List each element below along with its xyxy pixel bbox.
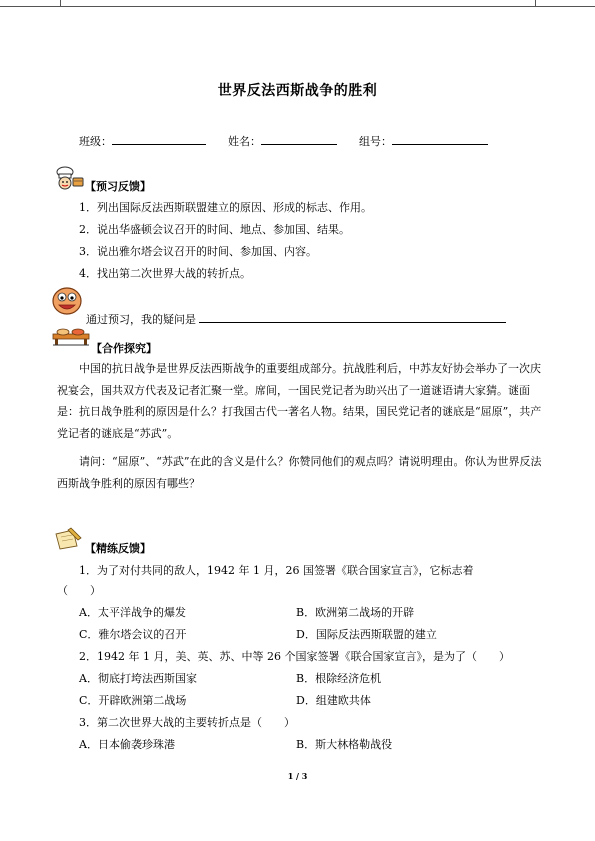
q3-option-a[interactable]: A．日本偷袭珍珠港 <box>79 738 175 751</box>
q2-option-c[interactable]: C．开辟欧洲第二战场 <box>79 694 187 707</box>
food-table-icon <box>51 324 91 346</box>
question-answer-line[interactable] <box>199 322 506 323</box>
q1-option-a[interactable]: A．太平洋战争的爆发 <box>79 606 186 619</box>
page-number: 1 / 3 <box>287 771 308 781</box>
preview-item-4: 4．找出第二次世界大战的转折点。 <box>79 267 251 280</box>
explore-paragraph-2: 请问：“屈原”、“苏武”在此的含义是什么？你赞同他们的观点吗？请说明理由。你认为世界反法西斯战争胜利的原因有哪些？ <box>57 455 542 490</box>
explore-heading: 【合作探究】 <box>91 342 157 355</box>
page-title: 世界反法西斯战争的胜利 <box>217 83 378 99</box>
preview-item-3: 3．说出雅尔塔会议召开的时间、参加国、内容。 <box>79 245 317 258</box>
preview-item-1: 1．列出国际反法西斯联盟建立的原因、形成的标志、作用。 <box>79 201 372 214</box>
q1-option-d[interactable]: D．国际反法西斯联盟的建立 <box>296 628 437 641</box>
header-rule-mark-left <box>60 0 61 7</box>
class-blank[interactable] <box>112 135 206 145</box>
q2-option-b[interactable]: B．根除经济危机 <box>296 672 382 685</box>
smiling-face-icon <box>50 286 84 318</box>
header-rule <box>0 6 595 7</box>
group-label: 组号： <box>359 135 392 148</box>
q1-stem: 1．为了对付共同的敌人，1942 年 1 月，26 国签署《联合国家宣言》，它标志着 <box>79 564 474 577</box>
q1-option-c[interactable]: C．雅尔塔会议的召开 <box>79 628 187 641</box>
chef-cartoon-icon <box>52 166 86 192</box>
pencil-paper-icon <box>53 526 83 550</box>
name-label: 姓名： <box>228 135 261 148</box>
explore-paragraph-1: 中国的抗日战争是世界反法西斯战争的重要组成部分。抗战胜利后，中苏友好协会举办了一次庆祝宴会，国共双方代表及记者汇聚一堂。席间，一国民党记者为助兴出了一道谜语请大家猜。谜面是：抗日战争胜利的原因是什么？打我国古代一著名人物。结果，国民党记者的谜底是“屈原”，共产党记者的谜底是“苏武”。 <box>57 362 542 440</box>
class-field[interactable] <box>79 133 206 149</box>
name-blank[interactable] <box>261 135 337 145</box>
q2-option-a[interactable]: A．彻底打垮法西斯国家 <box>79 672 197 685</box>
q3-option-b[interactable]: B．斯大林格勒战役 <box>296 738 393 751</box>
practice-heading: 【精练反馈】 <box>85 542 151 555</box>
class-label: 班级： <box>79 135 112 148</box>
q1-answer-paren[interactable]: （ ） <box>57 584 101 597</box>
q2-option-d[interactable]: D．组建欧共体 <box>296 694 371 707</box>
preview-item-2: 2．说出华盛顿会议召开的时间、地点、参加国、结果。 <box>79 223 350 236</box>
question-prompt: 通过预习，我的疑问是 <box>86 313 196 326</box>
q1-option-b[interactable]: B．欧洲第二战场的开辟 <box>296 606 415 619</box>
name-field[interactable] <box>228 133 337 149</box>
q3-stem: 3．第二次世界大战的主要转折点是（ ） <box>79 716 295 729</box>
header-rule-mark-right <box>535 0 536 7</box>
preview-heading: 【预习反馈】 <box>85 180 151 193</box>
q2-stem: 2．1942 年 1 月，美、英、苏、中等 26 个国家签署《联合国家宣言》，是为了（ ） <box>79 650 510 663</box>
group-field[interactable] <box>359 133 488 149</box>
group-blank[interactable] <box>392 135 488 145</box>
